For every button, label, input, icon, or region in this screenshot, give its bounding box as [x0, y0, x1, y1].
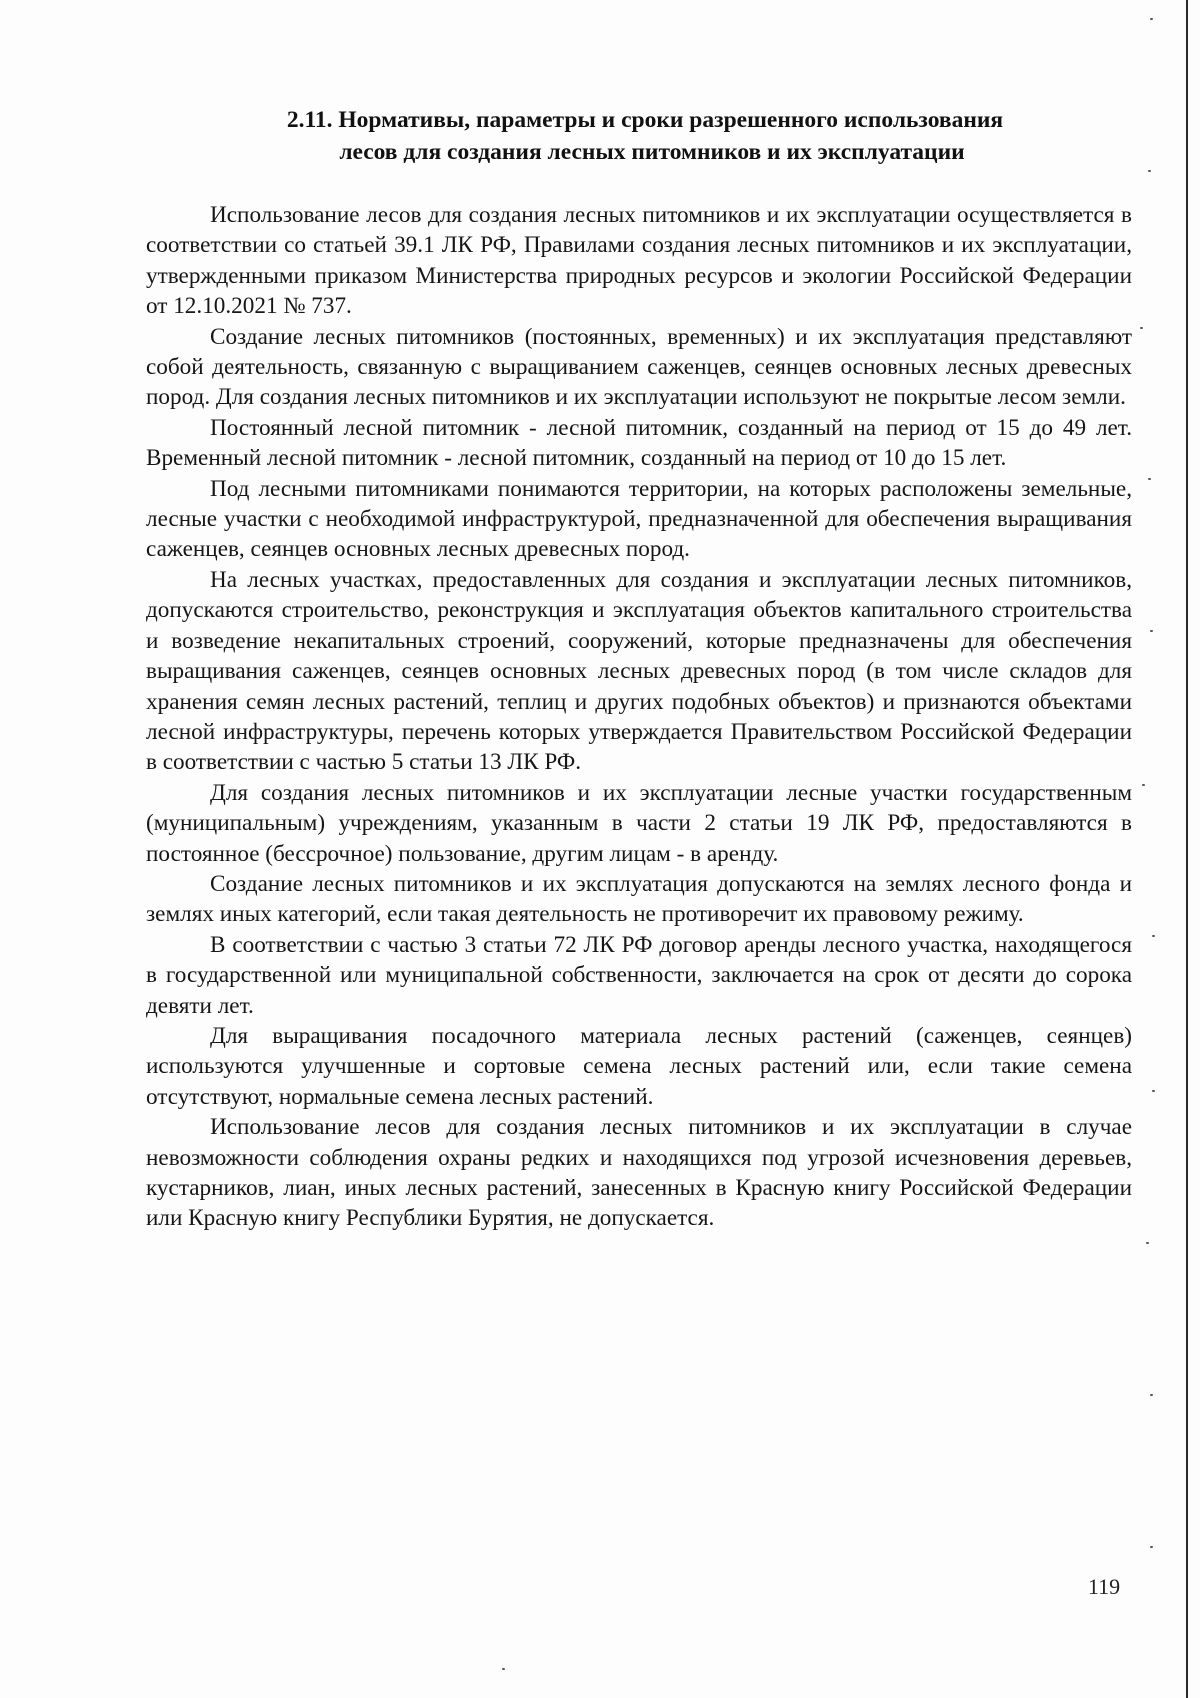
section-heading-line1: 2.11. Нормативы, параметры и сроки разрешенного использования	[286, 107, 1004, 133]
scan-speck	[1146, 1242, 1149, 1244]
body-text	[146, 200, 1132, 1234]
section-heading	[150, 104, 1140, 168]
scan-speck	[1150, 1394, 1153, 1396]
scan-speck	[1148, 478, 1151, 480]
paragraph: На лесных участках, предоставленных для создания и эксплуатации лесных питомников, допускаются строительство, реконструкция и эксплуатация объектов капитального строительства и возведение некапитальных строений, сооружений, которые предназначены для обеспечения выращивания саженцев, сеянцев основных лесных древесных пород (в том числе складов для хранения семян лесных растений, теплиц и других подобных объектов) и признаются объектами лесной инфраструктуры, перечень которых утверждается Правительством Российской Федерации в соответствии с частью 5 статьи 13 ЛК РФ.	[146, 566, 1132, 776]
paragraph: Под лесными питомниками понимаются территории, на которых расположены земельные, лесные участки с необходимой инфраструктурой, предназначенной для обеспечения выращивания саженцев, сеянцев основных лесных древесных пород.	[146, 475, 1132, 563]
scan-speck	[1142, 784, 1145, 786]
section-heading-line2: лесов для создания лесных питомников и их эксплуатации	[339, 139, 965, 165]
scan-speck	[1140, 327, 1143, 329]
scan-speck	[1152, 1090, 1155, 1092]
paragraph: Для создания лесных питомников и их эксплуатации лесные участки государственным (муниципальным) учреждениям, указанным в части 2 статьи 19 ЛК РФ, предоставляются в постоянное (бессрочное) пользование, другим лицам - в аренду.	[146, 779, 1132, 867]
paragraph: Создание лесных питомников (постоянных, временных) и их эксплуатация представляют собой деятельность, связанную с выращиванием саженцев, сеянцев основных лесных древесных пород. Для создания лесных питомников и их эксплуатации используют не покрытые лесом земли.	[146, 323, 1132, 411]
page-number: 119	[1088, 1574, 1121, 1599]
scan-speck	[1150, 630, 1153, 632]
paragraph: Использование лесов для создания лесных питомников и их эксплуатации осуществляется в соответствии со статьей 39.1 ЛК РФ, Правилами создания лесных питомников и их эксплуатации, утвержденными приказом Министерства природных ресурсов и экологии Российской Федерации от 12.10.2021 № 737.	[146, 202, 1132, 320]
scan-speck	[1150, 18, 1153, 20]
scan-speck	[502, 1668, 505, 1670]
scan-speck	[1150, 1546, 1153, 1548]
page-edge-divider	[1186, 0, 1188, 1698]
scan-speck	[1152, 935, 1155, 937]
scan-speck	[1148, 170, 1151, 172]
paragraph: Использование лесов для создания лесных питомников и их эксплуатации в случае невозможности соблюдения охраны редких и находящихся под угрозой исчезновения деревьев, кустарников, лиан, иных лесных растений, занесенных в Красную книгу Российской Федерации или Красную книгу Республики Бурятия, не допускается.	[146, 1114, 1132, 1232]
paragraph: Для выращивания посадочного материала лесных растений (саженцев, сеянцев) используются улучшенные и сортовые семена лесных растений или, если такие семена отсутствуют, нормальные семена лесных растений.	[146, 1022, 1132, 1110]
paragraph: Создание лесных питомников и их эксплуатация допускаются на землях лесного фонда и землях иных категорий, если такая деятельность не противоречит их правовому режиму.	[146, 870, 1132, 928]
paragraph: Постоянный лесной питомник - лесной питомник, созданный на период от 15 до 49 лет. Временный лесной питомник - лесной питомник, созданный на период от 10 до 15 лет.	[146, 414, 1132, 472]
paragraph: В соответствии с частью 3 статьи 72 ЛК РФ договор аренды лесного участка, находящегося в государственной или муниципальной собственности, заключается на срок от десяти до сорока девяти лет.	[146, 931, 1132, 1019]
